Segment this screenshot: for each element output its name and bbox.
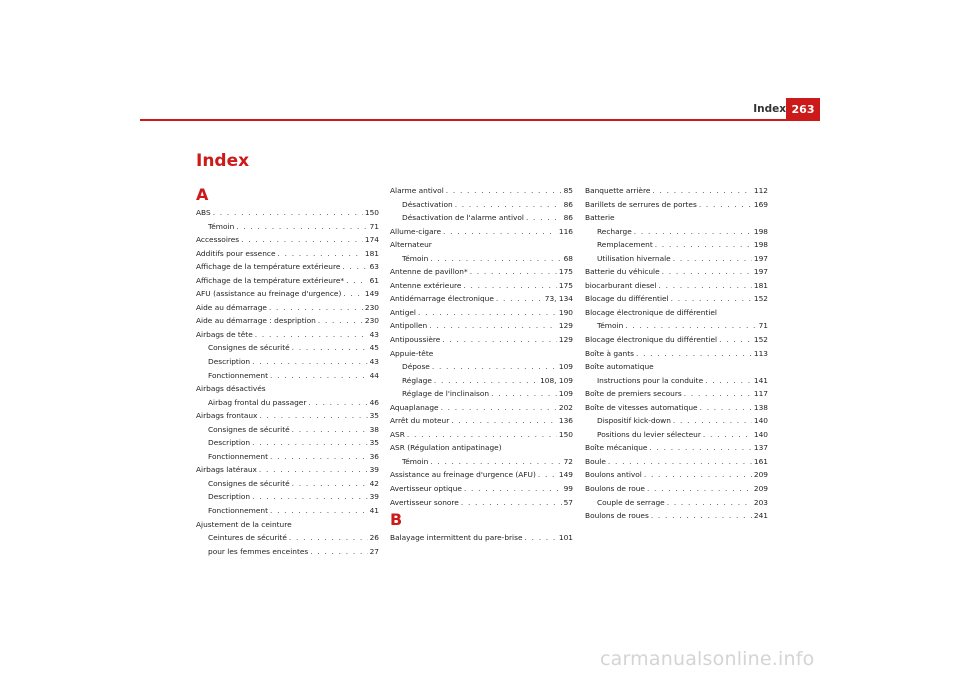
dot-leader (636, 347, 752, 361)
dot-leader (649, 441, 751, 455)
entry-page-number: 86 (563, 213, 573, 223)
dot-leader (289, 531, 368, 545)
dot-leader (491, 387, 557, 401)
index-entry (585, 211, 768, 225)
entry-term: ASR (390, 429, 405, 439)
entry-term: Ceintures de sécurité (208, 533, 287, 543)
index-subentry (196, 396, 379, 410)
entry-term: Blocage électronique du différentiel (585, 335, 718, 345)
entry-page-number: 175 (558, 280, 573, 290)
dot-leader (470, 265, 557, 279)
entry-term: Boîte mécanique (585, 443, 648, 453)
entry-term: Boulons antivol (585, 470, 642, 480)
entry-term: Antidémarrage électronique (390, 294, 494, 304)
entry-term: Consignes de sécurité (208, 478, 290, 488)
index-entry (585, 509, 768, 523)
index-subentry (390, 374, 573, 388)
index-entry (196, 314, 379, 328)
entry-page-number: 109 (558, 362, 573, 372)
entry-term: Utilisation hivernale (597, 253, 671, 263)
entry-term: Aide au démarrage (196, 302, 267, 312)
index-subentry (196, 423, 379, 437)
index-subentry (196, 450, 379, 464)
entry-page-number: 129 (558, 321, 573, 331)
index-entry (390, 531, 573, 545)
index-entry (585, 198, 768, 212)
entry-term: Positions du levier sélecteur (597, 429, 701, 439)
entry-term: Balayage intermittent du pare-brise (390, 533, 523, 543)
entry-term: Arrêt du moteur (390, 416, 450, 426)
entry-page-number: 129 (558, 335, 573, 345)
index-entry (585, 401, 768, 415)
entry-page-number: 108, 109 (540, 375, 573, 385)
index-column-1 (196, 184, 379, 558)
entry-page-number: 57 (563, 497, 573, 507)
entry-page-number: 202 (558, 402, 573, 412)
index-entry (585, 292, 768, 306)
dot-leader (252, 490, 368, 504)
entry-page-number: 149 (364, 289, 379, 299)
index-entry (196, 206, 379, 220)
entry-term: Allume-cigare (390, 226, 442, 236)
index-entry (585, 482, 768, 496)
index-entry (390, 265, 573, 279)
entry-page-number: 150 (558, 429, 573, 439)
entry-term: Aquaplanage (390, 402, 439, 412)
entry-term: Ajustement de la ceinture (196, 519, 292, 529)
watermark: carmanualsonline.info (600, 648, 815, 670)
entry-page-number: 112 (753, 186, 768, 195)
index-subentry (196, 531, 379, 545)
entry-page-number: 63 (369, 262, 379, 272)
entry-page-number: 39 (369, 465, 379, 475)
index-subentry (585, 319, 768, 333)
entry-page-number: 181 (753, 280, 768, 290)
index-subentry (196, 220, 379, 234)
index-entry (585, 333, 768, 347)
entry-term: Antipoussière (390, 335, 441, 345)
dot-leader (255, 328, 368, 342)
dot-leader (252, 355, 368, 369)
entry-term: Boulons de roue (585, 484, 645, 494)
index-subentry (196, 369, 379, 383)
entry-page-number: 175 (558, 267, 573, 277)
index-entry (196, 287, 379, 301)
dot-leader (270, 369, 368, 383)
dot-leader (432, 360, 557, 374)
entry-term: Témoin (208, 221, 235, 231)
index-subentry (196, 355, 379, 369)
entry-page-number: 203 (753, 497, 768, 507)
entry-term: Alarme antivol (390, 186, 444, 195)
dot-leader (647, 482, 752, 496)
dot-leader (443, 225, 557, 239)
entry-term: Antenne extérieure (390, 280, 462, 290)
entry-page-number: 197 (753, 267, 768, 277)
dot-leader (269, 301, 363, 315)
dot-leader (667, 496, 752, 510)
index-subentry (585, 374, 768, 388)
index-entry (390, 306, 573, 320)
index-entry (585, 455, 768, 469)
index-entry (196, 518, 379, 532)
entry-page-number: 138 (753, 402, 768, 412)
index-subentry (390, 455, 573, 469)
entry-term: Réglage (402, 375, 432, 385)
dot-leader (434, 374, 538, 388)
entry-page-number: 109 (558, 389, 573, 399)
dot-leader (719, 333, 752, 347)
entry-term: ABS (196, 208, 211, 217)
entry-term: Boule (585, 456, 606, 466)
entry-term: AFU (assistance au freinage d'urgence) (196, 289, 342, 299)
entry-term: Couple de serrage (597, 497, 665, 507)
index-column-3 (585, 184, 768, 523)
entry-page-number: 136 (558, 416, 573, 426)
entry-page-number: 150 (364, 208, 379, 217)
entry-term: Airbags frontaux (196, 411, 258, 421)
entry-term: Affichage de la température extérieure* (196, 275, 345, 285)
entry-term: Antipollen (390, 321, 428, 331)
index-entry (585, 184, 768, 198)
dot-leader (644, 468, 752, 482)
index-entry (585, 265, 768, 279)
entry-page-number: 43 (369, 357, 379, 367)
dot-leader (252, 436, 368, 450)
entry-term: Batterie (585, 213, 615, 223)
index-subentry (585, 414, 768, 428)
dot-leader (673, 252, 752, 266)
entry-term: Fonctionnement (208, 506, 268, 516)
dot-leader (270, 450, 368, 464)
entry-page-number: 198 (753, 240, 768, 250)
dot-leader (346, 274, 368, 288)
dot-leader (700, 401, 752, 415)
entry-term: Fonctionnement (208, 370, 268, 380)
entry-page-number: 197 (753, 253, 768, 263)
dot-leader (429, 319, 557, 333)
entry-term: Dépose (402, 362, 430, 372)
dot-leader (318, 314, 363, 328)
entry-page-number: 174 (364, 235, 379, 245)
index-subentry (196, 545, 379, 559)
entry-page-number: 73, 134 (544, 294, 573, 304)
index-entry (196, 233, 379, 247)
entry-page-number: 36 (369, 451, 379, 461)
entry-term: ASR (Régulation antipatinage) (390, 443, 502, 453)
page-title: Index (196, 151, 250, 171)
entry-page-number: 198 (753, 226, 768, 236)
dot-leader (292, 341, 368, 355)
dot-leader (651, 509, 752, 523)
entry-page-number: 101 (558, 533, 573, 543)
dot-leader (455, 198, 562, 212)
entry-page-number: 137 (753, 443, 768, 453)
entry-term: Antenne de pavillon* (390, 267, 468, 277)
entry-page-number: 43 (369, 329, 379, 339)
entry-term: Désactivation de l'alarme antivol (402, 213, 524, 223)
entry-term: Dispositif kick-down (597, 416, 671, 426)
entry-page-number: 152 (753, 335, 768, 345)
entry-term: Airbags désactivés (196, 384, 266, 394)
entry-term: Fonctionnement (208, 451, 268, 461)
index-subentry (390, 252, 573, 266)
index-entry (585, 387, 768, 401)
index-entry (390, 468, 573, 482)
index-entry (390, 319, 573, 333)
entry-page-number: 181 (364, 248, 379, 258)
entry-term: Réglage de l'inclinaison (402, 389, 490, 399)
entry-term: Boîte automatique (585, 362, 654, 372)
entry-page-number: 169 (753, 199, 768, 209)
index-entry (390, 496, 573, 510)
entry-term: Description (208, 438, 251, 448)
entry-term: Barillets de serrures de portes (585, 199, 697, 209)
entry-page-number: 86 (563, 199, 573, 209)
index-subentry (390, 360, 573, 374)
entry-term: Aide au démarrage : despription (196, 316, 316, 326)
entry-term: Boulons de roues (585, 511, 649, 521)
dot-leader (461, 496, 562, 510)
index-subentry (390, 211, 573, 225)
dot-leader (703, 428, 752, 442)
entry-page-number: 230 (364, 316, 379, 326)
entry-page-number: 39 (369, 492, 379, 502)
entry-page-number: 161 (753, 456, 768, 466)
index-subentry (585, 238, 768, 252)
entry-term: Avertisseur optique (390, 484, 462, 494)
dot-leader (442, 333, 557, 347)
index-entry (390, 292, 573, 306)
index-entry (390, 225, 573, 239)
entry-page-number: 38 (369, 424, 379, 434)
entry-term: Témoin (597, 321, 624, 331)
entry-page-number: 27 (369, 546, 379, 556)
entry-term: Blocage électronique de différentiel (585, 307, 717, 317)
entry-page-number: 99 (563, 484, 573, 494)
index-subentry (196, 477, 379, 491)
index-subentry (390, 387, 573, 401)
entry-term: Batterie du véhicule (585, 267, 660, 277)
dot-leader (526, 211, 562, 225)
index-entry (196, 328, 379, 342)
dot-leader (538, 468, 557, 482)
entry-page-number: 41 (369, 506, 379, 516)
entry-term: Airbags de tête (196, 329, 253, 339)
entry-page-number: 140 (753, 429, 768, 439)
dot-leader (496, 292, 543, 306)
entry-page-number: 45 (369, 343, 379, 353)
index-subentry (196, 341, 379, 355)
entry-term: Témoin (402, 456, 429, 466)
entry-term: Antigel (390, 307, 416, 317)
dot-leader (608, 455, 752, 469)
index-entry (390, 184, 573, 198)
index-entry (390, 279, 573, 293)
index-subentry (585, 225, 768, 239)
entry-page-number: 61 (369, 275, 379, 285)
dot-leader (278, 247, 363, 261)
dot-leader (684, 387, 752, 401)
entry-term: Recharge (597, 226, 632, 236)
dot-leader (407, 428, 557, 442)
index-entry (196, 260, 379, 274)
entry-term: Affichage de la température extérieure (196, 262, 341, 272)
entry-page-number: 209 (753, 470, 768, 480)
dot-leader (671, 292, 752, 306)
entry-page-number: 141 (753, 375, 768, 385)
entry-term: Airbag frontal du passager (208, 397, 307, 407)
index-subentry (585, 252, 768, 266)
dot-leader (418, 306, 557, 320)
index-subentry (196, 436, 379, 450)
entry-term: Banquette arrière (585, 186, 651, 195)
dot-leader (464, 482, 562, 496)
index-entry (196, 409, 379, 423)
dot-leader (705, 374, 752, 388)
dot-leader (441, 401, 557, 415)
dot-leader (292, 477, 368, 491)
entry-term: Description (208, 492, 251, 502)
entry-term: Boîte à gants (585, 348, 634, 358)
entry-term: Consignes de sécurité (208, 343, 290, 353)
dot-leader (236, 220, 367, 234)
dot-leader (525, 531, 557, 545)
dot-leader (699, 198, 752, 212)
entry-page-number: 26 (369, 533, 379, 543)
index-entry (196, 463, 379, 477)
dot-leader (673, 414, 752, 428)
dot-leader (634, 225, 752, 239)
index-entry (390, 333, 573, 347)
index-entry (585, 279, 768, 293)
entry-page-number: 68 (563, 253, 573, 263)
entry-page-number: 46 (369, 397, 379, 407)
entry-page-number: 140 (753, 416, 768, 426)
entry-page-number: 152 (753, 294, 768, 304)
entry-page-number: 44 (369, 370, 379, 380)
entry-page-number: 190 (558, 307, 573, 317)
index-entry (196, 301, 379, 315)
header-rule (140, 119, 820, 121)
entry-page-number: 35 (369, 438, 379, 448)
index-entry (196, 274, 379, 288)
dot-leader (625, 319, 756, 333)
index-entry (390, 428, 573, 442)
entry-page-number: 209 (753, 484, 768, 494)
entry-page-number: 85 (563, 186, 573, 195)
entry-term: biocarburant diesel (585, 280, 657, 290)
index-entry (585, 306, 768, 320)
entry-page-number: 35 (369, 411, 379, 421)
index-entry (196, 247, 379, 261)
index-subentry (196, 490, 379, 504)
dot-leader (659, 279, 752, 293)
entry-term: Assistance au freinage d'urgence (AFU) (390, 470, 536, 480)
dot-leader (259, 463, 368, 477)
index-subentry (585, 496, 768, 510)
entry-term: Description (208, 357, 251, 367)
entry-term: Appuie-tête (390, 348, 434, 358)
index-column-2 (390, 184, 573, 545)
dot-leader (655, 238, 752, 252)
entry-page-number: 113 (753, 348, 768, 358)
entry-term: Remplacement (597, 240, 653, 250)
dot-leader (292, 423, 368, 437)
entry-page-number: 71 (758, 321, 768, 331)
header-title: Index (753, 103, 786, 115)
index-entry (390, 347, 573, 361)
index-entry (585, 468, 768, 482)
dot-leader (343, 287, 363, 301)
index-entry (390, 401, 573, 415)
entry-term: Consignes de sécurité (208, 424, 290, 434)
dot-leader (451, 414, 557, 428)
index-entry (390, 414, 573, 428)
entry-page-number: 241 (753, 511, 768, 521)
index-entry (390, 482, 573, 496)
entry-term: Accessoires (196, 235, 240, 245)
entry-page-number: 72 (563, 456, 573, 466)
entry-page-number: 117 (753, 389, 768, 399)
dot-leader (430, 455, 561, 469)
index-entry (196, 382, 379, 396)
entry-page-number: 230 (364, 302, 379, 312)
dot-leader (463, 279, 556, 293)
entry-term: Blocage du différentiel (585, 294, 669, 304)
section-letter: B (390, 510, 403, 530)
entry-term: Alternateur (390, 240, 432, 250)
page-number: 263 (786, 98, 820, 120)
entry-term: Instructions pour la conduite (597, 375, 704, 385)
dot-leader (342, 260, 367, 274)
entry-term: Additifs pour essence (196, 248, 276, 258)
dot-leader (662, 265, 752, 279)
entry-term: Boîte de premiers secours (585, 389, 682, 399)
dot-leader (270, 504, 368, 518)
entry-page-number: 71 (369, 221, 379, 231)
index-entry (585, 441, 768, 455)
index-entry (390, 238, 573, 252)
dot-leader (308, 396, 367, 410)
entry-page-number: 42 (369, 478, 379, 488)
entry-term: Avertisseur sonore (390, 497, 459, 507)
index-subentry (196, 504, 379, 518)
dot-leader (241, 233, 363, 247)
dot-leader (652, 184, 751, 198)
entry-term: pour les femmes enceintes (208, 546, 309, 556)
index-entry (390, 441, 573, 455)
dot-leader (310, 545, 367, 559)
entry-term: Airbags latéraux (196, 465, 257, 475)
dot-leader (430, 252, 561, 266)
dot-leader (259, 409, 367, 423)
section-letter: A (196, 185, 209, 204)
entry-term: Témoin (402, 253, 429, 263)
entry-page-number: 149 (558, 470, 573, 480)
index-subentry (585, 428, 768, 442)
entry-page-number: 116 (558, 226, 573, 236)
entry-term: Boîte de vitesses automatique (585, 402, 698, 412)
index-entry (585, 347, 768, 361)
index-entry (585, 360, 768, 374)
dot-leader (446, 184, 562, 198)
dot-leader (213, 206, 363, 220)
index-subentry (390, 198, 573, 212)
entry-term: Désactivation (402, 199, 453, 209)
